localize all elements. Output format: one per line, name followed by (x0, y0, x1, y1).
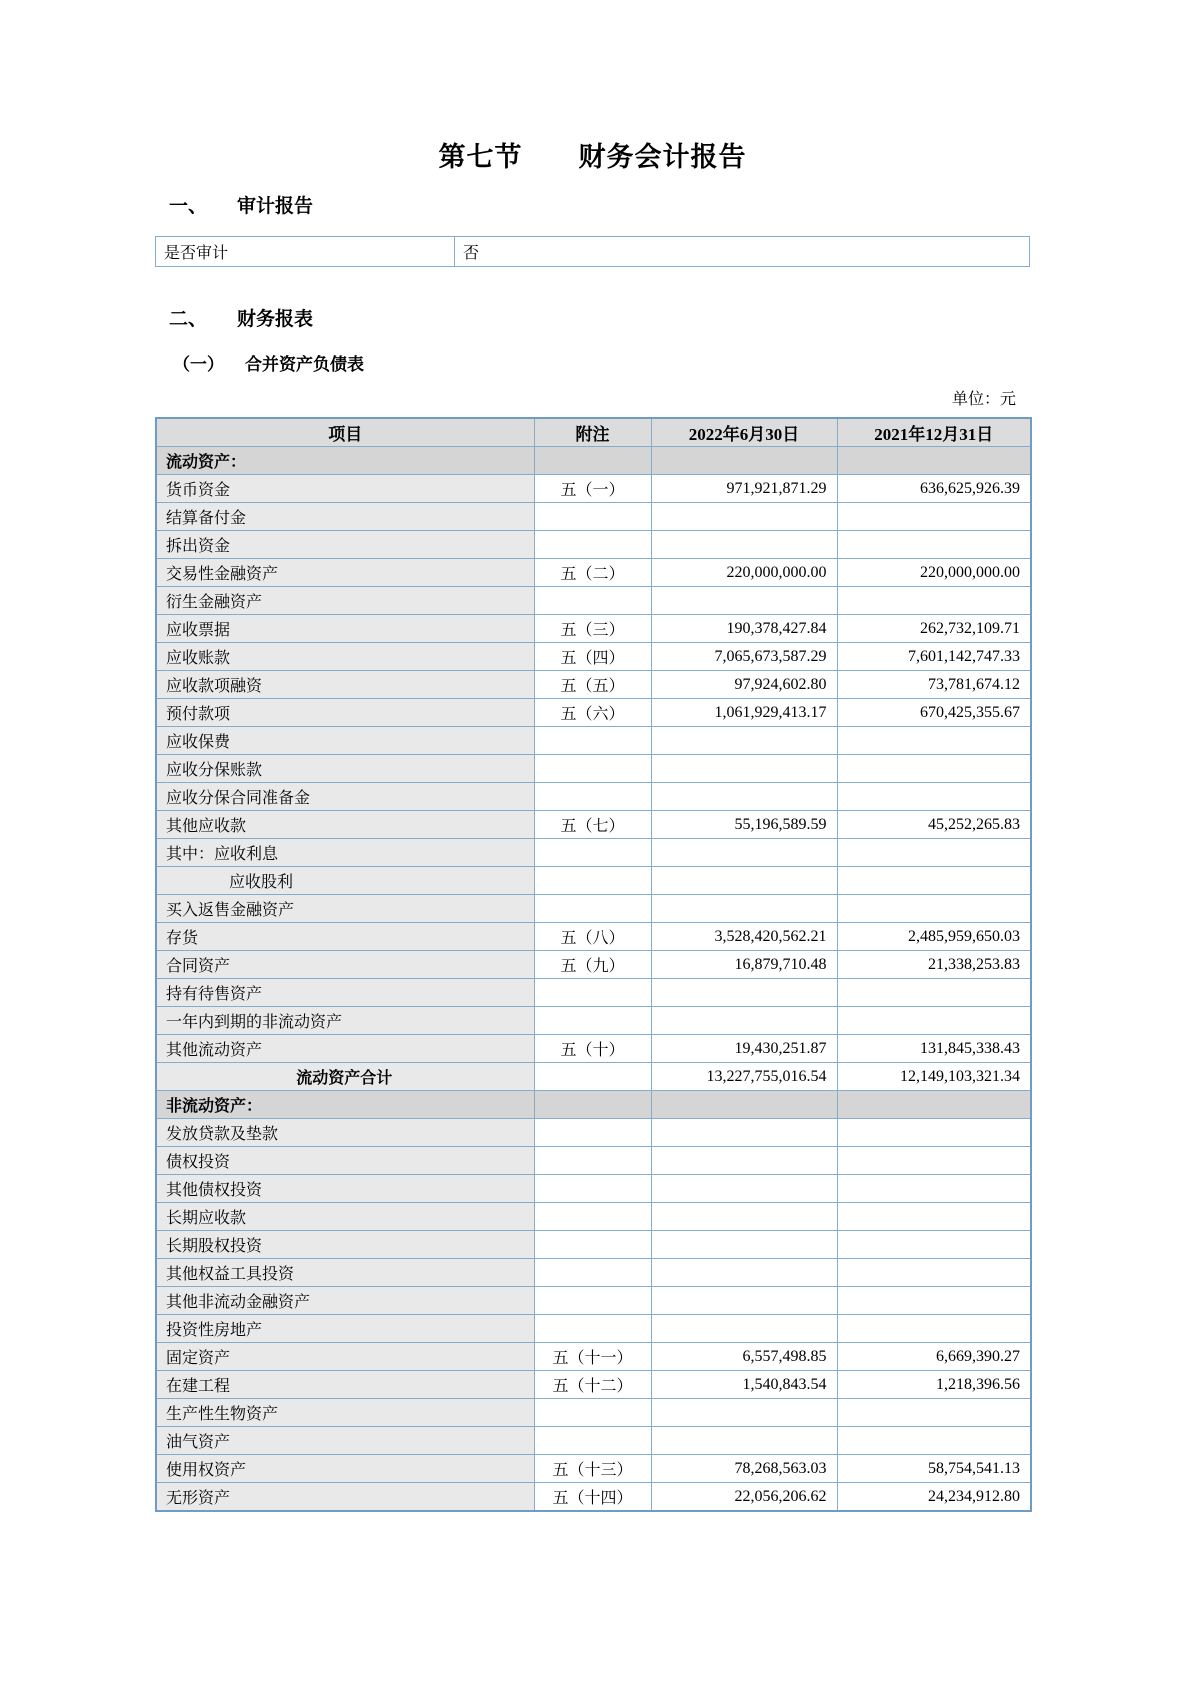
column-header: 2022年6月30日 (651, 418, 837, 447)
cell-note (534, 531, 651, 559)
cell-item: 流动资产合计 (156, 1063, 534, 1091)
cell-v2022: 1,061,929,413.17 (651, 699, 837, 727)
cell-v2022: 78,268,563.03 (651, 1455, 837, 1483)
cell-v2021: 45,252,265.83 (837, 811, 1031, 839)
cell-v2022: 971,921,871.29 (651, 475, 837, 503)
cell-v2021: 7,601,142,747.33 (837, 643, 1031, 671)
subsection-heading-balance-sheet (155, 353, 1030, 376)
cell-v2021 (837, 1231, 1031, 1259)
balance-sheet-header-row (156, 418, 1031, 447)
cell-v2021 (837, 531, 1031, 559)
cell-item: 其他权益工具投资 (156, 1259, 534, 1287)
table-row (156, 237, 1030, 267)
cell-v2022 (651, 979, 837, 1007)
cell-note (534, 727, 651, 755)
section-title: 审计报告 (237, 196, 314, 217)
cell-v2021 (837, 839, 1031, 867)
cell-note (534, 1119, 651, 1147)
cell-item: 合同资产 (156, 951, 534, 979)
cell-item: 拆出资金 (156, 531, 534, 559)
table-row (156, 755, 1031, 783)
cell-note: 五（十二） (534, 1371, 651, 1399)
cell-v2022 (651, 531, 837, 559)
cell-v2021 (837, 503, 1031, 531)
cell-item: 结算备付金 (156, 503, 534, 531)
cell-v2021 (837, 1287, 1031, 1315)
cell-note: 五（十） (534, 1035, 651, 1063)
cell-note (534, 1399, 651, 1427)
table-row (156, 1063, 1031, 1091)
cell-item: 其他应收款 (156, 811, 534, 839)
page-title: 第七节 财务会计报告 (438, 142, 747, 172)
cell-item: 应收保费 (156, 727, 534, 755)
cell-v2021: 220,000,000.00 (837, 559, 1031, 587)
cell-item: 买入返售金融资产 (156, 895, 534, 923)
cell-note (534, 755, 651, 783)
cell-item: 非流动资产： (156, 1091, 534, 1119)
cell-v2021: 58,754,541.13 (837, 1455, 1031, 1483)
cell-item: 货币资金 (156, 475, 534, 503)
subsection-number: （一） (173, 355, 224, 374)
cell-v2022 (651, 503, 837, 531)
table-row (156, 727, 1031, 755)
cell-v2022 (651, 587, 837, 615)
cell-v2021 (837, 1175, 1031, 1203)
table-row (156, 643, 1031, 671)
cell-v2022 (651, 1147, 837, 1175)
cell-item: 预付款项 (156, 699, 534, 727)
audit-value-cell: 否 (455, 237, 1030, 267)
cell-note: 五（十一） (534, 1343, 651, 1371)
cell-v2021 (837, 1315, 1031, 1343)
cell-item: 应收分保合同准备金 (156, 783, 534, 811)
unit-label: 单位：元 (951, 391, 1016, 408)
table-row (156, 951, 1031, 979)
cell-v2022: 190,378,427.84 (651, 615, 837, 643)
cell-note (534, 1259, 651, 1287)
section-number: 一、 (169, 196, 208, 217)
cell-v2021 (837, 867, 1031, 895)
table-row (156, 1427, 1031, 1455)
table-row (156, 1483, 1031, 1512)
table-row (156, 475, 1031, 503)
column-header: 附注 (534, 418, 651, 447)
table-row (156, 1203, 1031, 1231)
cell-v2021: 1,218,396.56 (837, 1371, 1031, 1399)
cell-v2022 (651, 1203, 837, 1231)
cell-v2021: 670,425,355.67 (837, 699, 1031, 727)
table-row (156, 615, 1031, 643)
cell-v2021: 636,625,926.39 (837, 475, 1031, 503)
cell-note (534, 1287, 651, 1315)
cell-item: 持有待售资产 (156, 979, 534, 1007)
cell-v2021: 131,845,338.43 (837, 1035, 1031, 1063)
cell-item: 长期股权投资 (156, 1231, 534, 1259)
cell-v2021: 6,669,390.27 (837, 1343, 1031, 1371)
section-heading-audit (155, 194, 1030, 220)
cell-item: 生产性生物资产 (156, 1399, 534, 1427)
cell-item: 在建工程 (156, 1371, 534, 1399)
table-row (156, 839, 1031, 867)
cell-v2021: 24,234,912.80 (837, 1483, 1031, 1512)
cell-v2022 (651, 1231, 837, 1259)
cell-item: 应收账款 (156, 643, 534, 671)
cell-v2021: 12,149,103,321.34 (837, 1063, 1031, 1091)
section-number: 二、 (169, 309, 208, 330)
cell-note (534, 1007, 651, 1035)
balance-sheet-body (156, 447, 1031, 1512)
page-content (155, 0, 1030, 1512)
cell-v2022 (651, 1007, 837, 1035)
section-heading-statements (155, 307, 1030, 333)
cell-v2022: 220,000,000.00 (651, 559, 837, 587)
cell-v2021 (837, 895, 1031, 923)
table-row (156, 783, 1031, 811)
cell-item: 发放贷款及垫款 (156, 1119, 534, 1147)
cell-v2022 (651, 447, 837, 475)
table-row (156, 1399, 1031, 1427)
cell-note (534, 1231, 651, 1259)
cell-v2022 (651, 783, 837, 811)
cell-item: 投资性房地产 (156, 1315, 534, 1343)
cell-v2021: 73,781,674.12 (837, 671, 1031, 699)
cell-v2022 (651, 867, 837, 895)
table-row (156, 559, 1031, 587)
cell-note (534, 587, 651, 615)
cell-item: 长期应收款 (156, 1203, 534, 1231)
cell-v2022 (651, 755, 837, 783)
table-row (156, 811, 1031, 839)
section-title: 财务报表 (237, 309, 314, 330)
cell-v2022: 3,528,420,562.21 (651, 923, 837, 951)
cell-note: 五（二） (534, 559, 651, 587)
table-row (156, 1175, 1031, 1203)
cell-item: 油气资产 (156, 1427, 534, 1455)
cell-note (534, 979, 651, 1007)
table-row (156, 1007, 1031, 1035)
cell-note (534, 1427, 651, 1455)
cell-note (534, 1091, 651, 1119)
audit-label-cell: 是否审计 (156, 237, 455, 267)
cell-v2022 (651, 1399, 837, 1427)
cell-note (534, 1175, 651, 1203)
table-row (156, 1231, 1031, 1259)
cell-item: 其中：应收利息 (156, 839, 534, 867)
cell-v2021: 21,338,253.83 (837, 951, 1031, 979)
cell-v2021 (837, 1399, 1031, 1427)
table-row (156, 1343, 1031, 1371)
cell-v2022: 1,540,843.54 (651, 1371, 837, 1399)
cell-v2022: 13,227,755,016.54 (651, 1063, 837, 1091)
column-header: 项目 (156, 418, 534, 447)
cell-note (534, 1203, 651, 1231)
cell-item: 应收款项融资 (156, 671, 534, 699)
cell-item: 固定资产 (156, 1343, 534, 1371)
cell-item: 应收票据 (156, 615, 534, 643)
cell-v2022: 7,065,673,587.29 (651, 643, 837, 671)
table-row (156, 1147, 1031, 1175)
cell-note: 五（六） (534, 699, 651, 727)
cell-v2022 (651, 1315, 837, 1343)
cell-note (534, 503, 651, 531)
cell-note: 五（三） (534, 615, 651, 643)
cell-item: 无形资产 (156, 1483, 534, 1512)
cell-v2022 (651, 1091, 837, 1119)
table-row (156, 531, 1031, 559)
cell-v2022 (651, 1427, 837, 1455)
table-row (156, 867, 1031, 895)
cell-note (534, 1315, 651, 1343)
cell-item: 其他债权投资 (156, 1175, 534, 1203)
cell-v2021 (837, 1259, 1031, 1287)
table-row (156, 699, 1031, 727)
cell-item: 应收股利 (156, 867, 534, 895)
cell-note (534, 895, 651, 923)
cell-note: 五（十四） (534, 1483, 651, 1512)
cell-v2022: 19,430,251.87 (651, 1035, 837, 1063)
cell-v2021: 2,485,959,650.03 (837, 923, 1031, 951)
cell-v2021 (837, 727, 1031, 755)
cell-note: 五（一） (534, 475, 651, 503)
cell-note (534, 1063, 651, 1091)
cell-v2021 (837, 1007, 1031, 1035)
cell-note: 五（四） (534, 643, 651, 671)
cell-v2022 (651, 1119, 837, 1147)
table-row (156, 1035, 1031, 1063)
cell-v2022 (651, 727, 837, 755)
cell-item: 一年内到期的非流动资产 (156, 1007, 534, 1035)
column-header: 2021年12月31日 (837, 418, 1031, 447)
cell-v2022 (651, 895, 837, 923)
cell-v2021 (837, 1147, 1031, 1175)
cell-item: 交易性金融资产 (156, 559, 534, 587)
cell-v2022: 16,879,710.48 (651, 951, 837, 979)
table-row (156, 1259, 1031, 1287)
table-row (156, 1455, 1031, 1483)
cell-v2022: 6,557,498.85 (651, 1343, 837, 1371)
table-row (156, 979, 1031, 1007)
table-row (156, 923, 1031, 951)
table-row (156, 671, 1031, 699)
cell-v2022: 22,056,206.62 (651, 1483, 837, 1512)
audit-table (155, 236, 1030, 267)
table-row (156, 1091, 1031, 1119)
cell-v2022 (651, 1175, 837, 1203)
cell-item: 衍生金融资产 (156, 587, 534, 615)
table-row (156, 1315, 1031, 1343)
cell-note (534, 447, 651, 475)
cell-v2021 (837, 1091, 1031, 1119)
table-row (156, 1119, 1031, 1147)
cell-v2021 (837, 587, 1031, 615)
cell-item: 债权投资 (156, 1147, 534, 1175)
cell-note: 五（八） (534, 923, 651, 951)
table-row (156, 895, 1031, 923)
table-row (156, 503, 1031, 531)
cell-v2022 (651, 1259, 837, 1287)
cell-note: 五（七） (534, 811, 651, 839)
cell-note (534, 867, 651, 895)
cell-v2021 (837, 447, 1031, 475)
cell-v2022: 55,196,589.59 (651, 811, 837, 839)
cell-note (534, 839, 651, 867)
cell-note: 五（五） (534, 671, 651, 699)
balance-sheet-table (155, 417, 1032, 1512)
cell-note (534, 783, 651, 811)
table-row (156, 447, 1031, 475)
cell-v2021 (837, 1119, 1031, 1147)
cell-v2021 (837, 783, 1031, 811)
cell-v2022: 97,924,602.80 (651, 671, 837, 699)
table-row (156, 587, 1031, 615)
cell-item: 流动资产： (156, 447, 534, 475)
table-row (156, 1371, 1031, 1399)
cell-item: 其他非流动金融资产 (156, 1287, 534, 1315)
cell-v2021 (837, 1203, 1031, 1231)
cell-v2021 (837, 1427, 1031, 1455)
cell-v2021 (837, 979, 1031, 1007)
cell-item: 应收分保账款 (156, 755, 534, 783)
cell-v2022 (651, 1287, 837, 1315)
cell-item: 使用权资产 (156, 1455, 534, 1483)
cell-v2022 (651, 839, 837, 867)
cell-item: 其他流动资产 (156, 1035, 534, 1063)
subsection-title: 合并资产负债表 (245, 355, 364, 374)
cell-note (534, 1147, 651, 1175)
cell-note: 五（十三） (534, 1455, 651, 1483)
cell-v2021: 262,732,109.71 (837, 615, 1031, 643)
table-row (156, 1287, 1031, 1315)
cell-item: 存货 (156, 923, 534, 951)
cell-note: 五（九） (534, 951, 651, 979)
cell-v2021 (837, 755, 1031, 783)
